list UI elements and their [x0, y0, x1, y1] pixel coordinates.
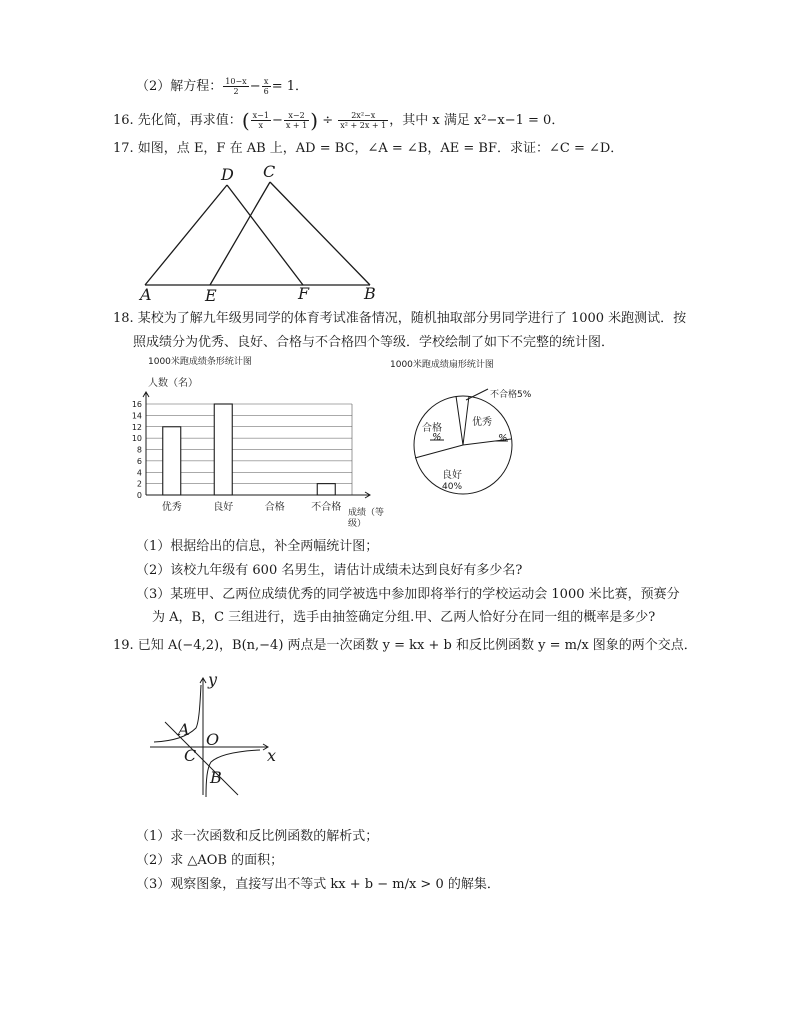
graph-label-a: A — [178, 720, 190, 739]
y-tick-label: 16 — [131, 400, 142, 409]
category-label: 不合格 — [311, 502, 342, 513]
label-f: F — [298, 284, 310, 303]
bar-chart-xlabel-2: 级） — [348, 519, 367, 529]
category-label: 优秀 — [161, 502, 182, 513]
bar-0 — [163, 427, 181, 495]
graph-label-o: O — [206, 730, 220, 749]
graph-label-y: y — [208, 670, 218, 689]
y-tick-label: 0 — [136, 491, 142, 500]
y-tick-label: 14 — [131, 411, 142, 421]
label-d: D — [221, 165, 234, 184]
y-tick-label: 12 — [131, 422, 142, 432]
y-tick-label: 4 — [136, 468, 142, 478]
q17-triangle-figure — [130, 160, 390, 305]
pie-label-fail: 不合格5% — [490, 390, 532, 400]
graph-label-b: B — [210, 768, 222, 787]
pie-chart — [390, 355, 570, 500]
q19-sub2: （2）求 △AOB 的面积； — [136, 853, 284, 868]
q18-sub3a: （3）某班甲、乙两位成绩优秀的同学被选中参加即将举行的学校运动会 1000 米比赛，预赛分 — [136, 587, 680, 602]
bar-chart-title: 1000米跑成绩条形统计图 — [148, 357, 252, 367]
y-tick-label: 2 — [136, 479, 142, 489]
q16-line: 16. 先化简，再求值：( $\frac{x-1}{x}$ − $\frac{x-2}{x + 1}$ ) ÷ $\frac{\text{2x²−x}}{\text{x² + 2x + 1}}$ ，其中 x 满足 x²−x−1 = 0． — [113, 108, 565, 133]
segment-ad — [145, 185, 227, 285]
pie-label-pass-pct: % — [432, 432, 442, 443]
bar-chart-ylabel: 人数（名） — [148, 378, 198, 389]
linear-function-line — [165, 722, 238, 795]
bar-3 — [317, 484, 335, 495]
y-tick-label: 8 — [136, 445, 142, 455]
q15-2-frac2: $\frac{x}{6}$ — [263, 77, 269, 96]
q17-text: 17. 如图，点 E，F 在 AB 上，AD = BC，∠A = ∠B，AE = BF．求证：∠C = ∠D． — [113, 141, 624, 156]
label-e: E — [205, 286, 217, 305]
category-label: 合格 — [264, 502, 285, 513]
category-label: 良好 — [213, 502, 234, 513]
q19-sub1: （1）求一次函数和反比例函数的解析式； — [136, 829, 379, 844]
bar-1 — [214, 404, 232, 495]
graph-label-c: C — [184, 746, 197, 765]
y-tick-label: 6 — [136, 456, 142, 466]
q15-2-prefix: （2）解方程： — [136, 79, 223, 94]
q18-line2: 照成绩分为优秀、良好、合格与不合格四个等级．学校绘制了如下不完整的统计图． — [133, 335, 615, 350]
pie-label-good: 良好 — [442, 470, 462, 481]
pie-chart-title: 1000米跑成绩扇形统计图 — [390, 360, 494, 370]
graph-label-x: x — [267, 746, 277, 765]
q15-2-frac1: $\frac{10-x}{2}$ — [225, 77, 247, 96]
bar-chart-xlabel-1: 成绩（等 — [348, 508, 385, 518]
label-c: C — [263, 162, 276, 181]
pie-label-good-pct: 40% — [442, 482, 463, 492]
q18-sub3b: 为 A，B，C 三组进行，选手由抽签确定分组.甲、乙两人恰好分在同一组的概率是多少? — [152, 610, 656, 625]
q15-2-line: （2）解方程： $\frac{10-x}{2}$ − $\frac{x}{6}$ = 1． — [136, 77, 308, 96]
segment-ec — [210, 182, 270, 285]
q18-sub2: （2）该校九年级有 600 名男生，请估计成绩未达到良好有多少名? — [136, 563, 523, 578]
pie-label-excellent: 优秀 — [472, 417, 492, 428]
q19-function-graph — [140, 670, 290, 805]
y-tick-label: 10 — [131, 434, 142, 444]
q19-sub3: （3）观察图象，直接写出不等式 kx + b − m/x > 0 的解集． — [136, 877, 500, 892]
bar-chart — [130, 352, 410, 527]
pie-label-excellent-pct: % — [498, 433, 508, 444]
segment-cb — [270, 182, 370, 285]
label-a: A — [140, 285, 152, 304]
q18-sub1: （1）根据给出的信息，补全两幅统计图； — [136, 539, 379, 554]
q18-line1: 18. 某校为了解九年级男同学的体育考试准备情况，随机抽取部分男同学进行了 1000 米跑测试．按 — [113, 311, 687, 326]
q19-text: 19. 已知 A(−4,2)，B(n,−4) 两点是一次函数 y = kx + b 和反比例函数 y = m/x 图象的两个交点． — [113, 638, 697, 653]
label-b: B — [364, 284, 376, 303]
pie-label-pass: 合格 — [422, 423, 442, 434]
